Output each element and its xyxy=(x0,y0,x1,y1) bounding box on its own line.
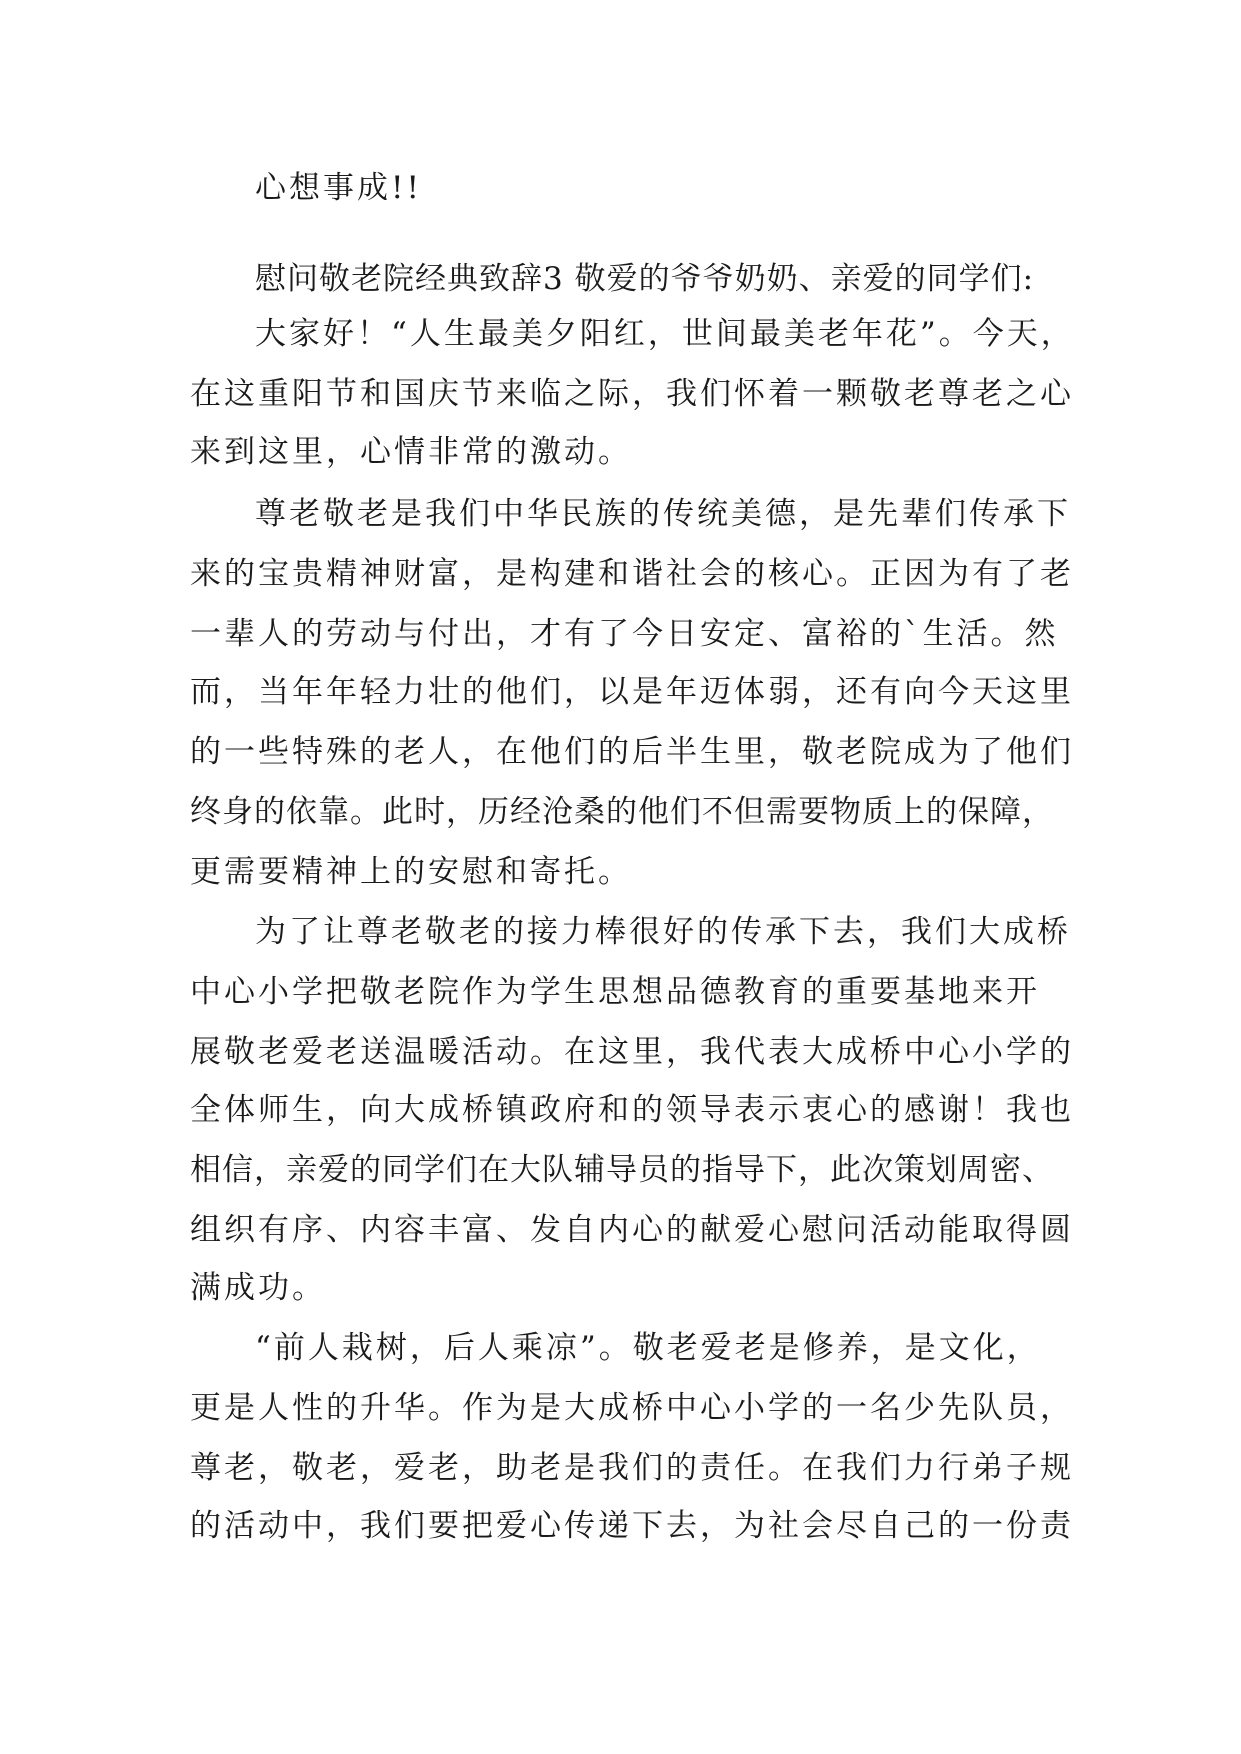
text-line: 来的宝贵精神财富，是构建和谐社会的核心。正因为有了老 xyxy=(190,556,1074,592)
text-line: 来到这里，心情非常的激动。 xyxy=(190,434,632,470)
text-line: 大家好！“人生最美夕阳红，世间最美老年花”。今天， xyxy=(255,316,1075,352)
text-line: 更是人性的升华。作为是大成桥中心小学的一名少先队员， xyxy=(190,1390,1074,1426)
text-line: 展敬老爱老送温暖活动。在这里，我代表大成桥中心小学的 xyxy=(190,1034,1074,1070)
text-line: 为了让尊老敬老的接力棒很好的传承下去，我们大成桥 xyxy=(255,914,1071,950)
text-line: 尊老，敬老，爱老，助老是我们的责任。在我们力行弟子规 xyxy=(190,1450,1074,1486)
text-line: 心想事成!! xyxy=(255,170,422,206)
text-line: 的活动中，我们要把爱心传递下去，为社会尽自己的一份责 xyxy=(190,1508,1074,1544)
text-line: 慰问敬老院经典致辞3 敬爱的爷爷奶奶、亲爱的同学们: xyxy=(255,261,1035,297)
text-line: 在这重阳节和国庆节来临之际，我们怀着一颗敬老尊老之心 xyxy=(190,376,1074,412)
text-line: 满成功。 xyxy=(190,1270,326,1306)
text-line: 而，当年年轻力壮的他们，以是年迈体弱，还有向今天这里 xyxy=(190,674,1074,710)
text-line: 组织有序、内容丰富、发自内心的献爱心慰问活动能取得圆 xyxy=(190,1212,1074,1248)
text-line: 一辈人的劳动与付出，才有了今日安定、富裕的`生活。然 xyxy=(190,616,1059,652)
text-line: 终身的依靠。此时，历经沧桑的他们不但需要物质上的保障， xyxy=(190,794,1054,830)
text-line: 尊老敬老是我们中华民族的传统美德，是先辈们传承下 xyxy=(255,496,1071,532)
text-line: “前人栽树，后人乘凉”。敬老爱老是修养，是文化， xyxy=(255,1330,1041,1366)
text-line: 相信，亲爱的同学们在大队辅导员的指导下，此次策划周密、 xyxy=(190,1152,1054,1188)
text-line: 的一些特殊的老人，在他们的后半生里，敬老院成为了他们 xyxy=(190,734,1074,770)
text-line: 更需要精神上的安慰和寄托。 xyxy=(190,854,632,890)
text-line: 中心小学把敬老院作为学生思想品德教育的重要基地来开 xyxy=(190,974,1040,1010)
text-line: 全体师生，向大成桥镇政府和的领导表示衷心的感谢！我也 xyxy=(190,1092,1074,1128)
